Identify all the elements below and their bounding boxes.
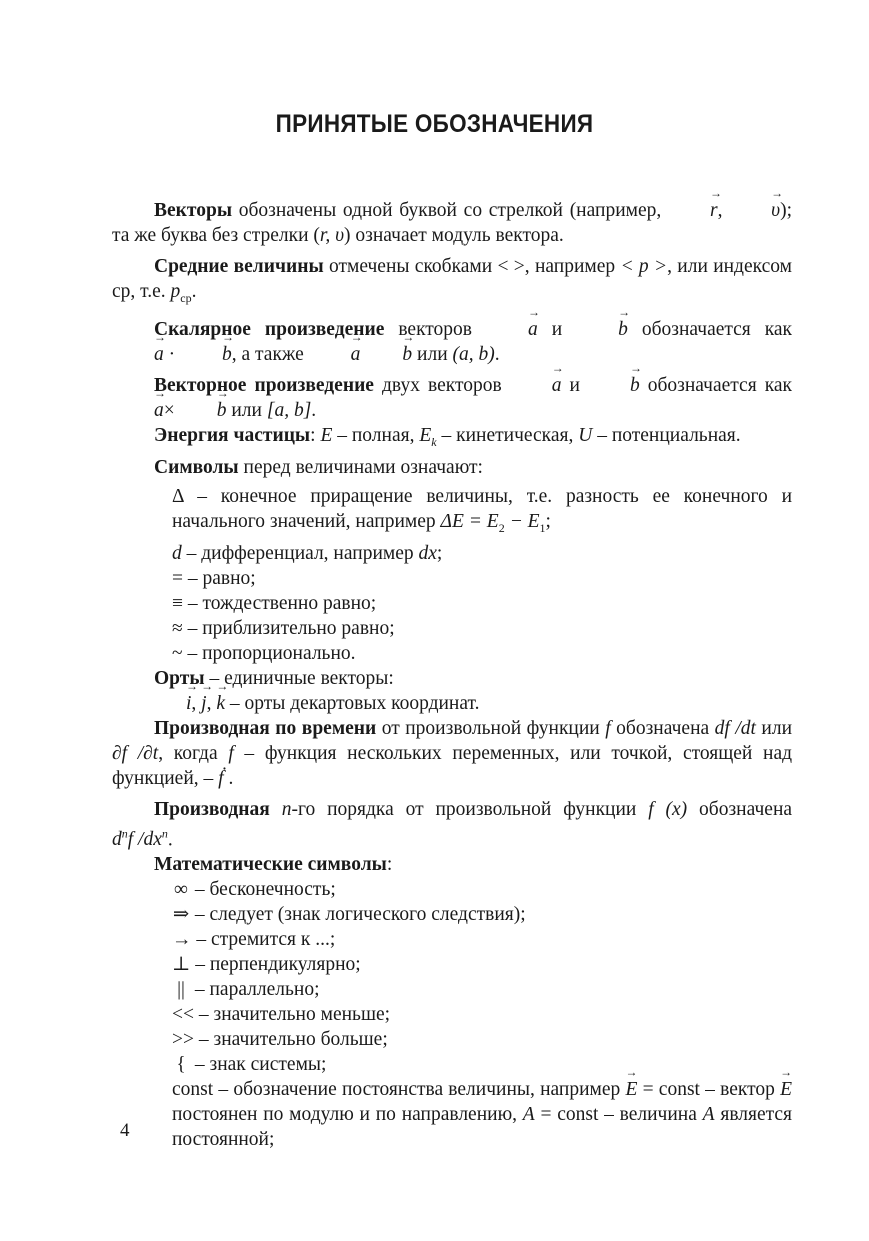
symbol-proportional: ~ – пропорционально.	[172, 642, 356, 664]
math-symbol: ||	[177, 979, 185, 1001]
vector-r: → r	[668, 198, 718, 223]
symbol-equals: = – равно;	[172, 567, 256, 589]
vector-product-paragraph: Векторное произведение двух векторов → a и → b обозначается как → a×→ b или [a, b].	[112, 373, 792, 423]
orts-list: → i, → j, → k – орты декартовых координат.	[112, 691, 792, 716]
symbol-delta: Δ – конечное приращение величины, т.е. разность ее конечного и начального значений, например $\Delta E = E_2 - E_1$;	[172, 485, 793, 535]
math-symbol: >>	[172, 1029, 194, 1051]
energy-paragraph: Энергия частицы: E – полная, $E_k$ – кинетическая, U – потенциальная.	[154, 424, 741, 449]
math-symbol: ⇒	[172, 904, 190, 926]
vector-v: → υ	[729, 198, 780, 223]
const-paragraph: const – обозначение постоянства величины, например → E = const – вектор → E постоянен по модулю и по направлению, A = const – величина A является постоянной;	[112, 1077, 792, 1152]
math-symbol-text: – значительно больше;	[198, 1029, 388, 1051]
math-symbol-item	[112, 1027, 792, 1052]
page-title: ПРИНЯТЫЕ ОБОЗНАЧЕНИЯ	[275, 110, 594, 138]
page-body	[112, 198, 792, 1152]
page-number: 4	[120, 1120, 130, 1141]
math-symbol: →	[172, 929, 192, 951]
math-symbol-item	[112, 1052, 792, 1077]
math-symbol-text: – следует (знак логического следствия);	[194, 904, 526, 926]
means-paragraph: Средние величины отмечены скобками < >, например < p >, или индексом ср, т.е. $p_{ср}$.	[112, 256, 792, 305]
symbol-identical: ≡ – тождественно равно;	[172, 592, 377, 614]
nth-derivative-paragraph: Производная n-го порядка от произвольной функции f (x) обозначена $d^nf$ $/dx^n$.	[112, 798, 793, 851]
math-symbols-list	[112, 877, 792, 1077]
math-symbol-text: – стремится к ...;	[196, 929, 336, 951]
orts-paragraph: Орты – единичные векторы:	[154, 667, 394, 689]
time-derivative-paragraph: Производная по времени от произвольной функции f обозначена df /dt или ∂f /∂t, когда f – функция нескольких переменных, или точкой, стоящей над функцией, – ḟ .	[112, 717, 793, 789]
symbol-approx: ≈ – приблизительно равно;	[172, 617, 395, 639]
symbol-d: d – дифференциал, например dx;	[172, 542, 443, 564]
math-symbol-item	[112, 927, 792, 952]
symbols-paragraph: Символы перед величинами означают:	[154, 456, 483, 478]
math-symbols-heading: Математические символы:	[154, 854, 393, 876]
math-symbol-item	[112, 952, 792, 977]
math-symbol: ∞	[174, 879, 188, 901]
math-symbol: {	[176, 1054, 186, 1076]
math-symbol: ⊥	[172, 954, 191, 976]
math-symbol-text: – параллельно;	[194, 979, 320, 1001]
math-symbol-item	[112, 902, 792, 927]
math-symbol: <<	[172, 1004, 194, 1026]
math-symbol-item	[112, 977, 792, 1002]
math-symbol-text: – значительно меньше;	[198, 1004, 391, 1026]
scalar-product-paragraph: Скалярное произведение векторов → a и → b обозначается как → a · → b, а также → a→ b или (a, b).	[112, 317, 792, 367]
math-symbol-text: – знак системы;	[194, 1054, 327, 1076]
vectors-paragraph: Векторы обозначены одной буквой со стрелкой (например, → r, → υ); та же буква без стрелки (r, υ) означает модуль вектора.	[112, 198, 792, 248]
math-symbol-text: – перпендикулярно;	[195, 954, 361, 976]
math-symbol-text: – бесконечность;	[194, 879, 336, 901]
math-symbol-item	[112, 1002, 792, 1027]
math-symbol-item	[112, 877, 792, 902]
